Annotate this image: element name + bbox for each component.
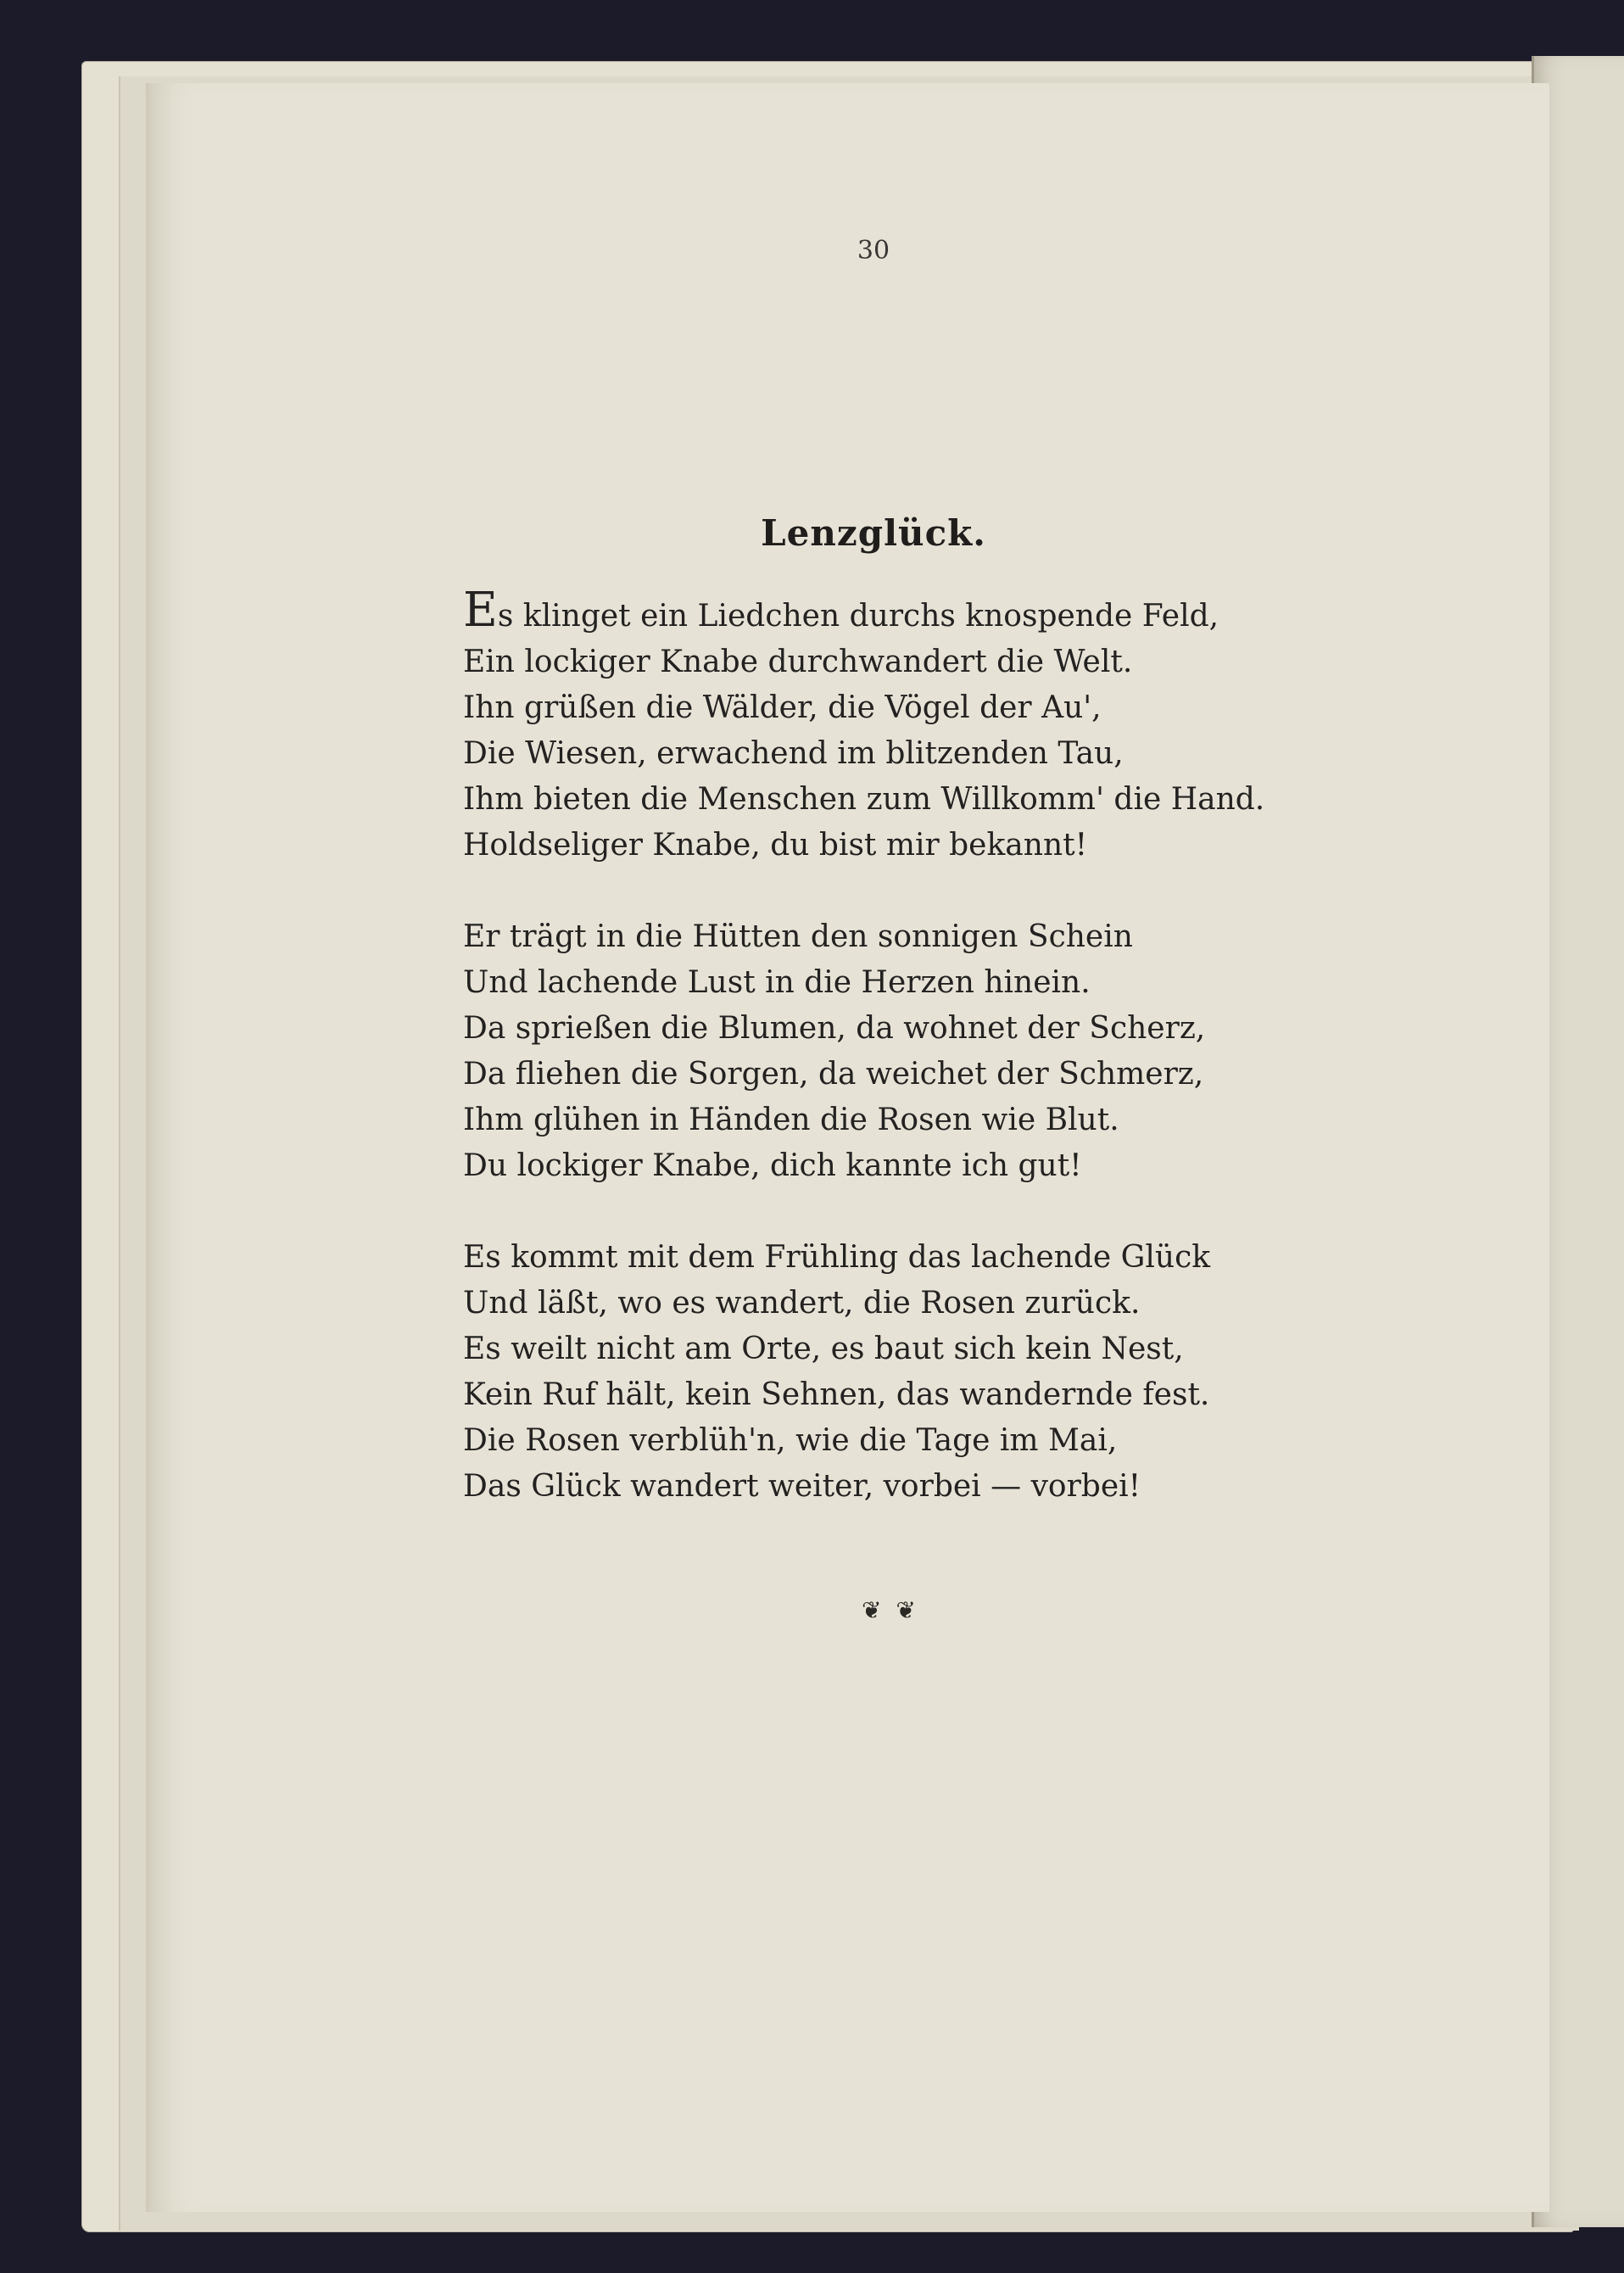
verse-line: Er trägt in die Hütten den sonnigen Schein [463,919,1133,954]
verse-line: Kein Ruf hält, kein Sehnen, das wandernde fest. [463,1377,1210,1412]
verse-line: Und läßt, wo es wandert, die Rosen zurück. [463,1286,1141,1321]
verse-line: Die Wiesen, erwachend im blitzenden Tau, [463,736,1124,771]
verse-line: Ihm glühen in Händen die Rosen wie Blut. [463,1103,1119,1137]
verse-line: Da fliehen die Sorgen, da weichet der Schmerz, [463,1057,1204,1092]
verse-line: Ihm bieten die Menschen zum Willkomm' die Hand. [463,782,1265,817]
stanza-2 [463,914,1345,1189]
verse-line: Ihn grüßen die Wälder, die Vögel der Au', [463,690,1102,725]
verse-line: Die Rosen verblüh'n, wie die Tage im Mai, [463,1423,1118,1458]
fleuron-ornament: ❦ ❦ [862,1596,919,1624]
verse-line: Es weilt nicht am Orte, es baut sich kein Nest, [463,1332,1184,1366]
stanza-1 [463,583,1345,868]
verse-line [463,583,1345,639]
verse-line: Ein lockiger Knabe durchwandert die Welt. [463,645,1133,679]
verse-line: Du lockiger Knabe, dich kannte ich gut! [463,1148,1082,1183]
drop-capital: E [463,583,498,638]
poem-title: Lenzglück. [761,512,986,554]
verse-line: Es kommt mit dem Frühling das lachende Glück [463,1240,1211,1275]
page-number: 30 [857,236,890,265]
verse-line: Da sprießen die Blumen, da wohnet der Scherz, [463,1011,1206,1046]
verse-text: s klinget ein Liedchen durchs knospende Feld, [497,599,1219,634]
verse-line: Holdseliger Knabe, du bist mir bekannt! [463,828,1088,863]
stanza-3 [463,1235,1345,1510]
poem-body [463,583,1345,1555]
verse-line: Das Glück wandert weiter, vorbei — vorbei! [463,1469,1141,1504]
verse-line: Und lachende Lust in die Herzen hinein. [463,965,1091,1000]
